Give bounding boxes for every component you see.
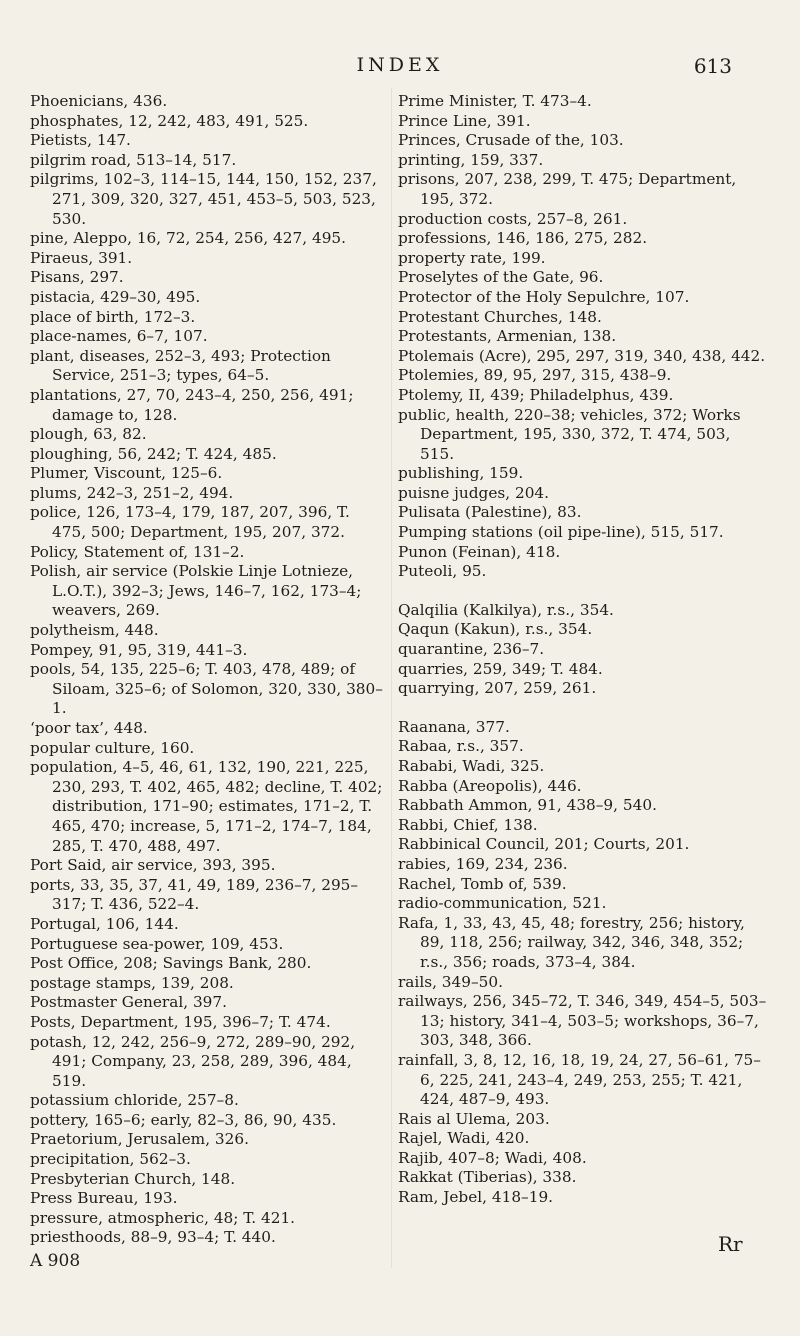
index-entry: Ram, Jebel, 418–19. [398, 1188, 554, 1207]
index-entry: priesthoods, 88–9, 93–4; T. 440. [30, 1228, 276, 1247]
index-entry: Pietists, 147. [30, 131, 131, 150]
index-entry: printing, 159, 337. [398, 150, 544, 169]
signature-mark-left: A 908 [30, 1251, 81, 1272]
index-entry: quarries, 259, 349; T. 484. [398, 659, 603, 678]
index-entry: Pisans, 297. [30, 268, 124, 287]
index-entry: ‘poor tax’, 448. [30, 719, 148, 737]
index-entry: Rajel, Wadi, 420. [398, 1129, 530, 1148]
index-entry: Rabba (Areopolis), 446. [398, 776, 582, 795]
index-entry: Punon (Feinan), 418. [398, 542, 561, 561]
index-entry: Rabbath Ammon, 91, 438–9, 540. [398, 796, 657, 815]
index-entry: railways, 256, 345–72, T. 346, 349, 454–5, 503–13; history, 341–4, 503–5; workshops, 36–7, 303, 348, 366. [398, 992, 767, 1050]
section-gap [398, 699, 768, 718]
index-entry: Piraeus, 391. [30, 248, 133, 267]
index-entry: rainfall, 3, 8, 12, 16, 18, 19, 24, 27, 56–61, 75–6, 225, 241, 243–4, 249, 253, 255; T. 421, 424, 487–9, 493. [398, 1050, 761, 1109]
index-entry: Rabaa, r.s., 357. [398, 737, 524, 756]
index-entry: Rais al Ulema, 203. [398, 1109, 550, 1128]
index-entry: Pumping stations (oil pipe-line), 515, 517. [398, 523, 724, 542]
index-entry: Pulisata (Palestine), 83. [398, 503, 582, 522]
index-entry: pistacia, 429–30, 495. [30, 287, 201, 306]
index-entry: Qalqilia (Kalkilya), r.s., 354. [398, 600, 614, 619]
index-entry: population, 4–5, 46, 61, 132, 190, 221, 225, 230, 293, T. 402, 465, 482; decline, T. 402; distribution, 171–90; estimates, 171–2, T. 465, 470; increase, 5, 171–2, 174–7, 184, 285, T. 470, 488, 497. [30, 758, 383, 855]
page-title: INDEX [356, 54, 444, 76]
index-entry: property rate, 199. [398, 248, 546, 267]
index-entry: potash, 12, 242, 256–9, 272, 289–90, 292, 491; Company, 23, 258, 289, 396, 484, 519. [30, 1032, 356, 1090]
index-entry: quarantine, 236–7. [398, 640, 545, 659]
index-entry: rails, 349–50. [398, 972, 503, 991]
index-entry: ports, 33, 35, 37, 41, 49, 189, 236–7, 295–317; T. 436, 522–4. [30, 875, 359, 914]
index-entry: prisons, 207, 238, 299, T. 475; Department, 195, 372. [398, 170, 737, 208]
index-entry: popular culture, 160. [30, 738, 195, 757]
index-entry: pressure, atmospheric, 48; T. 421. [30, 1208, 296, 1227]
index-entry: Posts, Department, 195, 396–7; T. 474. [30, 1012, 331, 1031]
index-entry: Rachel, Tomb of, 539. [398, 874, 567, 893]
index-entry: Raanana, 377. [398, 717, 510, 736]
index-entry: Prince Line, 391. [398, 111, 531, 130]
index-entry: Rafa, 1, 33, 43, 45, 48; forestry, 256; history, 89, 118, 256; railway, 342, 346, 348, 352; r.s., 356; roads, 373–4, 384. [398, 913, 745, 971]
index-entry: Rajib, 407–8; Wadi, 408. [398, 1148, 587, 1167]
index-entry: Rababi, Wadi, 325. [398, 757, 545, 775]
index-entry: Polish, air service (Polskie Linje Lotnieze, L.O.T.), 392–3; Jews, 146–7, 162, 173–4; weavers, 269. [30, 562, 362, 620]
index-entry: pine, Aleppo, 16, 72, 254, 256, 427, 495. [30, 229, 347, 248]
index-entry: Princes, Crusade of the, 103. [398, 131, 624, 150]
index-entry: Protector of the Holy Sepulchre, 107. [398, 287, 690, 306]
index-entry: puisne judges, 204. [398, 483, 550, 502]
index-entry: radio-communication, 521. [398, 894, 607, 913]
index-entry: Rabbinical Council, 201; Courts, 201. [398, 835, 690, 854]
index-entry: phosphates, 12, 242, 483, 491, 525. [30, 111, 309, 130]
index-entry: Ptolemy, II, 439; Philadelphus, 439. [398, 385, 674, 404]
index-entry: police, 126, 173–4, 179, 187, 207, 396, T. 475, 500; Department, 195, 207, 372. [30, 503, 350, 542]
signature-mark-right: Rr [718, 1232, 743, 1256]
index-entry: plough, 63, 82. [30, 425, 147, 444]
index-entry: Press Bureau, 193. [30, 1189, 178, 1208]
index-entry: Ptolemies, 89, 95, 297, 315, 438–9. [398, 366, 672, 385]
index-entry: rabies, 169, 234, 236. [398, 854, 568, 873]
index-entry: plant, diseases, 252–3, 493; Protection Service, 251–3; types, 64–5. [30, 346, 331, 385]
section-p-list [398, 92, 768, 582]
index-entry: Phoenicians, 436. [30, 92, 168, 110]
index-entry: Portugal, 106, 144. [30, 914, 179, 933]
index-entry: public, health, 220–38; vehicles, 372; Works Department, 195, 330, 372, T. 474, 503, 515. [398, 405, 741, 463]
index-entry: precipitation, 562–3. [30, 1150, 191, 1169]
index-entry: Post Office, 208; Savings Bank, 280. [30, 954, 312, 973]
index-entry: Protestant Churches, 148. [398, 307, 602, 326]
index-entry: Protestants, Armenian, 138. [398, 327, 617, 346]
index-entry: production costs, 257–8, 261. [398, 209, 628, 228]
index-entry: quarrying, 207, 259, 261. [398, 679, 597, 698]
index-entry: pools, 54, 135, 225–6; T. 403, 478, 489; of Siloam, 325–6; of Solomon, 320, 330, 380–1. [30, 660, 383, 718]
index-entry: ploughing, 56, 242; T. 424, 485. [30, 444, 277, 463]
index-entry: place of birth, 172–3. [30, 307, 196, 326]
left-column [30, 92, 385, 1272]
page-number: 613 [693, 54, 732, 78]
index-entry: Rabbi, Chief, 138. [398, 815, 538, 834]
index-entry: Praetorium, Jerusalem, 326. [30, 1130, 249, 1149]
index-entry: Portuguese sea-power, 109, 453. [30, 934, 284, 953]
right-column [398, 92, 768, 1208]
index-entry: Puteoli, 95. [398, 562, 487, 581]
index-entry: pilgrims, 102–3, 114–15, 144, 150, 152, 237, 271, 309, 320, 327, 451, 453–5, 503, 523, 530. [30, 170, 377, 228]
index-entry: Port Said, air service, 393, 395. [30, 856, 276, 875]
index-entry: Plumer, Viscount, 125–6. [30, 464, 223, 483]
column-divider [391, 88, 392, 1268]
section-gap [398, 582, 768, 601]
index-entry: Presbyterian Church, 148. [30, 1169, 236, 1188]
index-entry: potassium chloride, 257–8. [30, 1091, 239, 1110]
left-entry-list [30, 92, 385, 1248]
index-entry: polytheism, 448. [30, 621, 159, 640]
index-entry: pottery, 165–6; early, 82–3, 86, 90, 435. [30, 1110, 337, 1129]
index-entry: professions, 146, 186, 275, 282. [398, 229, 648, 248]
index-entry: Qaqun (Kakun), r.s., 354. [398, 620, 593, 639]
index-entry: Prime Minister, T. 473–4. [398, 92, 592, 110]
section-r-list [398, 718, 768, 1208]
index-entry: Pompey, 91, 95, 319, 441–3. [30, 640, 248, 659]
section-q-list [398, 601, 768, 699]
index-entry: place-names, 6–7, 107. [30, 327, 208, 346]
index-entry: plums, 242–3, 251–2, 494. [30, 483, 234, 502]
index-entry: plantations, 27, 70, 243–4, 250, 256, 491; damage to, 128. [30, 385, 354, 424]
index-entry: publishing, 159. [398, 464, 524, 483]
index-entry: Policy, Statement of, 131–2. [30, 542, 245, 561]
index-entry: pilgrim road, 513–14, 517. [30, 150, 237, 169]
index-entry: Proselytes of the Gate, 96. [398, 268, 604, 287]
index-entry: Postmaster General, 397. [30, 993, 228, 1012]
page-header [0, 54, 800, 78]
index-entry: Ptolemais (Acre), 295, 297, 319, 340, 438, 442. [398, 346, 766, 365]
index-entry: Rakkat (Tiberias), 338. [398, 1168, 577, 1187]
index-entry: postage stamps, 139, 208. [30, 973, 234, 992]
